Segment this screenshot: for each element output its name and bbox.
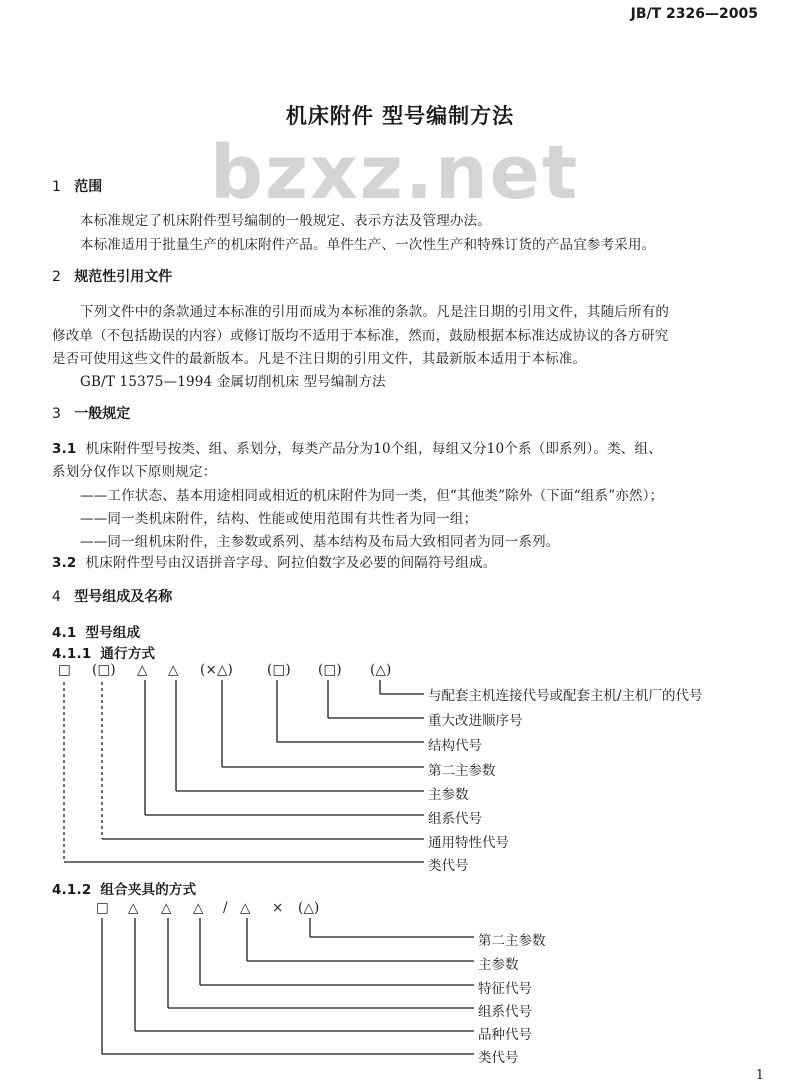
code-label: 重大改进顺序号 bbox=[428, 713, 523, 729]
code-symbol: (□) bbox=[92, 662, 116, 678]
code-label: 结构代号 bbox=[428, 738, 482, 754]
code-label: 组系代号 bbox=[478, 1004, 532, 1020]
clause-number: 3.2 bbox=[52, 555, 77, 571]
section-title: 范围 bbox=[74, 179, 103, 195]
code-label: 第二主参数 bbox=[428, 763, 496, 779]
code-label: 主参数 bbox=[428, 787, 469, 803]
section-number: 4 bbox=[52, 589, 61, 605]
clause-number: 4.1.2 bbox=[52, 882, 92, 898]
code-symbol: △ bbox=[168, 662, 179, 678]
section-number: 1 bbox=[52, 179, 61, 195]
paragraph: 系划分仅作以下原则规定： bbox=[52, 464, 217, 480]
section-number: 2 bbox=[52, 269, 61, 285]
clause-number: 4.1 bbox=[52, 625, 77, 641]
code-symbol: □ bbox=[96, 900, 109, 916]
section-title: 一般规定 bbox=[74, 406, 131, 422]
code-label: 特征代号 bbox=[478, 981, 532, 997]
code-symbol: × bbox=[272, 900, 284, 916]
code-symbol: △ bbox=[240, 900, 251, 916]
section-title: 型号组成及名称 bbox=[74, 589, 173, 605]
code-label: 通用特性代号 bbox=[428, 835, 509, 851]
code-symbol: (□) bbox=[318, 662, 342, 678]
watermark: bzxz.net bbox=[210, 130, 580, 216]
paragraph: 修改单（不包括勘误的内容）或修订版均不适用于本标准，然而，鼓励根据本标准达成协议的各方研究 bbox=[52, 328, 669, 344]
clause-text: 机床附件型号由汉语拼音字母、阿拉伯数字及必要的间隔符号组成。 bbox=[85, 555, 497, 571]
code-label: 组系代号 bbox=[428, 811, 482, 827]
code-symbol: (△) bbox=[298, 900, 320, 916]
standard-number: JB/T 2326—2005 bbox=[630, 6, 758, 22]
page-number: 1 bbox=[755, 1068, 764, 1083]
document-title: 机床附件 型号编制方法 bbox=[285, 104, 515, 128]
code-symbol: △ bbox=[128, 900, 139, 916]
code-label: 类代号 bbox=[428, 858, 469, 874]
paragraph: 下列文件中的条款通过本标准的引用而成为本标准的条款。凡是注日期的引用文件，其随后所有的 bbox=[80, 304, 670, 320]
clause-text: 机床附件型号按类、组、系划分，每类产品分为10个组，每组又分10个系（即系列）。类、组、 bbox=[85, 441, 662, 457]
code-symbol: △ bbox=[193, 900, 204, 916]
dash-item: ——同一类机床附件，结构、性能或使用范围有共性者为同一组； bbox=[80, 511, 478, 527]
dash-item: ——同一组机床附件，主参数或系列、基本结构及布局大致相同者为同一系列。 bbox=[80, 534, 560, 550]
code-symbol: △ bbox=[137, 662, 148, 678]
dash-item: ——工作状态、基本用途相同或相近的机床附件为同一类，但“其他类”除外（下面“组系”亦然）； bbox=[80, 488, 664, 504]
code-symbol: (△) bbox=[370, 662, 392, 678]
paragraph: 本标准规定了机床附件型号编制的一般规定、表示方法及管理办法。 bbox=[80, 213, 491, 229]
code-symbol: (□) bbox=[267, 662, 291, 678]
clause-number: 4.1.1 bbox=[52, 646, 92, 662]
paragraph: 是否可使用这些文件的最新版本。凡是不注日期的引用文件，其最新版本适用于本标准。 bbox=[52, 351, 587, 367]
code-label: 与配套主机连接代号或配套主机/主机厂的代号 bbox=[428, 688, 703, 704]
code-symbol: (×△) bbox=[200, 662, 234, 678]
section-number: 3 bbox=[52, 406, 61, 422]
code-symbol: □ bbox=[58, 662, 71, 678]
clause-title: 型号组成 bbox=[85, 625, 141, 641]
section-title: 规范性引用文件 bbox=[74, 269, 173, 285]
paragraph: 本标准适用于批量生产的机床附件产品。单件生产、一次性生产和特殊订货的产品宜参考采用。 bbox=[80, 237, 656, 253]
clause-title: 组合夹具的方式 bbox=[100, 882, 197, 898]
code-label: 第二主参数 bbox=[478, 933, 546, 949]
clause-number: 3.1 bbox=[52, 441, 77, 457]
code-label: 品种代号 bbox=[478, 1027, 532, 1043]
code-label: 类代号 bbox=[478, 1050, 519, 1066]
code-symbol: △ bbox=[161, 900, 172, 916]
code-symbol: / bbox=[223, 900, 228, 916]
code-label: 主参数 bbox=[478, 957, 519, 973]
clause-title: 通行方式 bbox=[100, 646, 156, 662]
normative-reference: GB/T 15375—1994 金属切削机床 型号编制方法 bbox=[80, 374, 386, 390]
